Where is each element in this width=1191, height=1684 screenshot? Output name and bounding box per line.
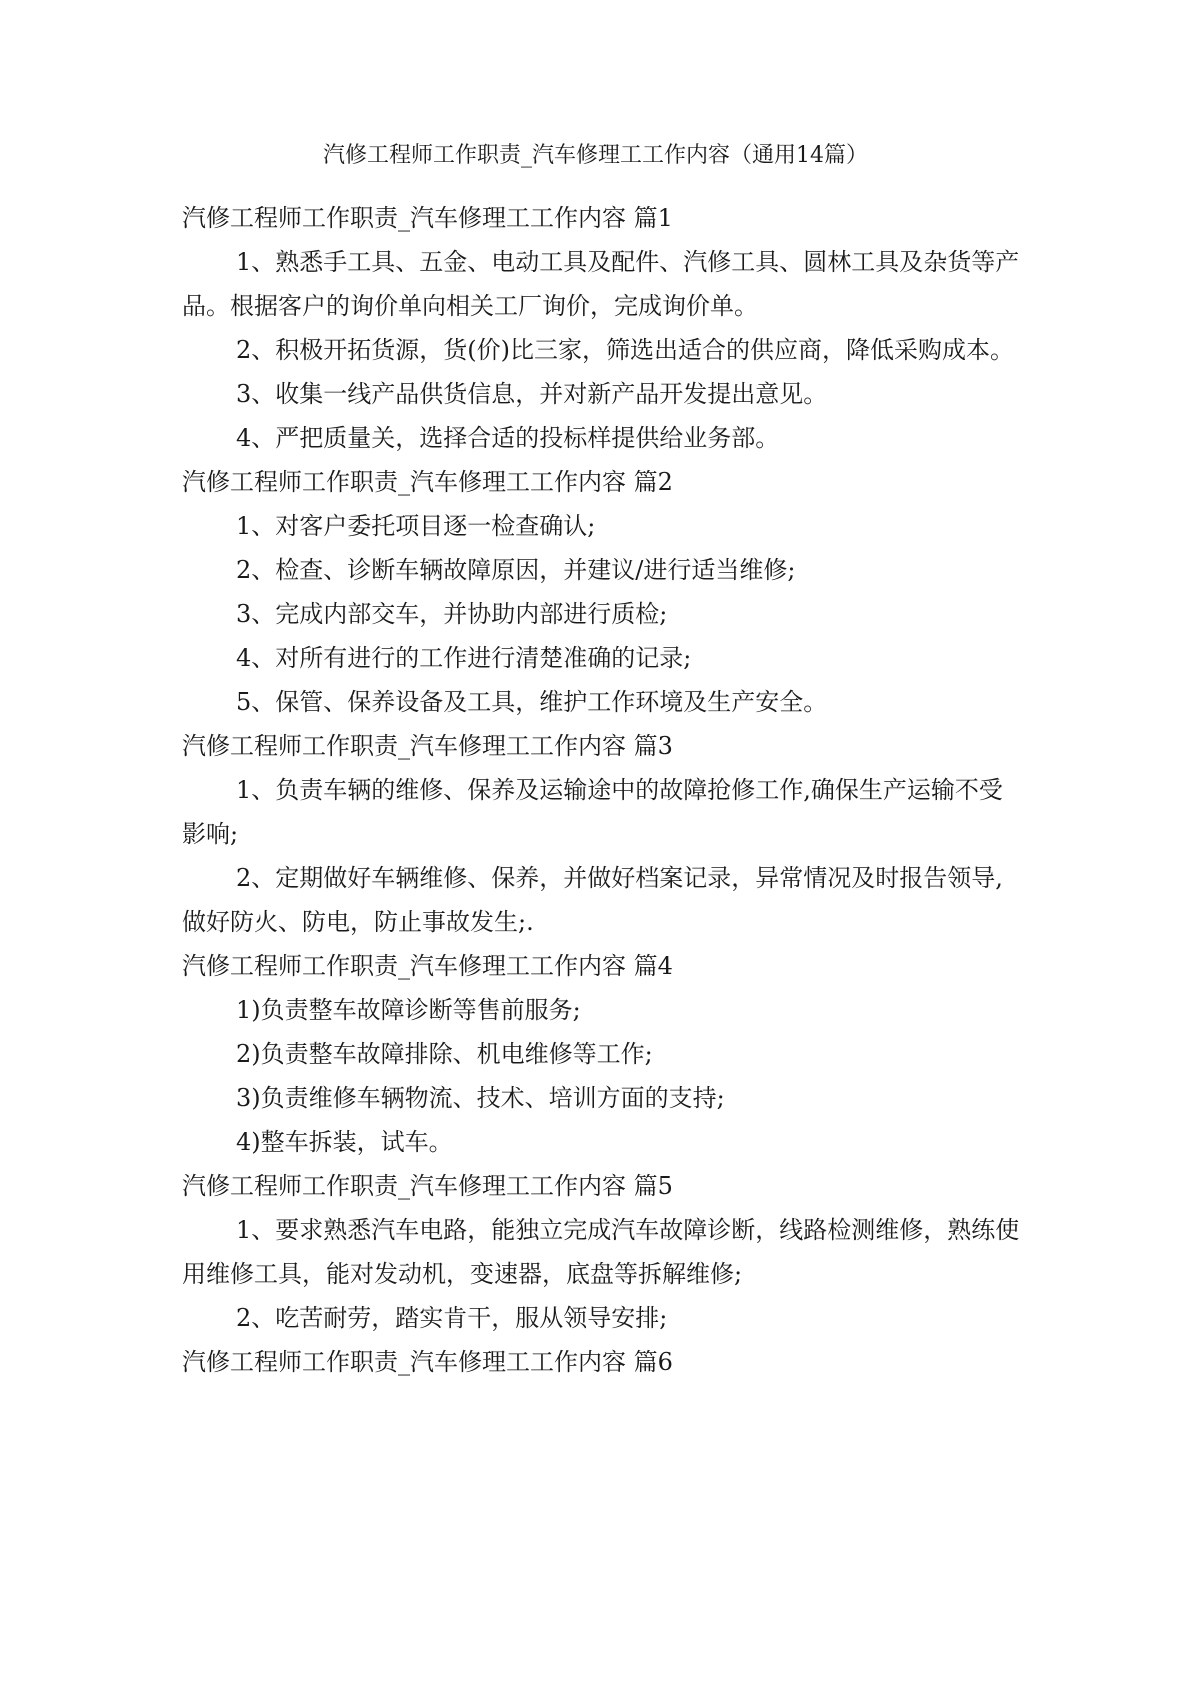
section-2: [182, 460, 1022, 724]
paragraph: 5、保管、保养设备及工具，维护工作环境及生产安全。: [236, 688, 828, 716]
paragraph: 4、严把质量关，选择合适的投标样提供给业务部。: [236, 424, 780, 452]
section-heading: 汽修工程师工作职责_汽车修理工工作内容 篇5: [182, 1172, 673, 1200]
paragraph: 3、完成内部交车，并协助内部进行质检;: [236, 600, 668, 628]
document-body: [182, 196, 1022, 1384]
section-1: [182, 196, 1022, 460]
section-heading: 汽修工程师工作职责_汽车修理工工作内容 篇3: [182, 732, 673, 760]
section-5: [182, 1164, 1022, 1340]
paragraph: 2、吃苦耐劳，踏实肯干，服从领导安排;: [236, 1304, 668, 1332]
section-4: [182, 944, 1022, 1164]
section-heading: 汽修工程师工作职责_汽车修理工工作内容 篇4: [182, 952, 673, 980]
section-6: [182, 1340, 1022, 1384]
paragraph: 2、积极开拓货源，货(价)比三家，筛选出适合的供应商，降低采购成本。: [236, 336, 1014, 364]
paragraph: 1、熟悉手工具、五金、电动工具及配件、汽修工具、圆林工具及杂货等产品。根据客户的询价单向相关工厂询价，完成询价单。: [182, 248, 1020, 320]
document-title: 汽修工程师工作职责_汽车修理工工作内容（通用14篇）: [323, 143, 868, 168]
paragraph: 1、要求熟悉汽车电路，能独立完成汽车故障诊断，线路检测维修，熟练使用维修工具，能对发动机，变速器，底盘等拆解维修;: [182, 1216, 1020, 1288]
section-heading: 汽修工程师工作职责_汽车修理工工作内容 篇1: [182, 204, 673, 232]
paragraph: 1、负责车辆的维修、保养及运输途中的故障抢修工作,确保生产运输不受影响;: [182, 776, 1003, 848]
section-3: [182, 724, 1022, 944]
paragraph: 4)整车拆装，试车。: [236, 1128, 453, 1156]
paragraph: 3、收集一线产品供货信息，并对新产品开发提出意见。: [236, 380, 828, 408]
paragraph: 2)负责整车故障排除、机电维修等工作;: [236, 1040, 653, 1068]
section-heading: 汽修工程师工作职责_汽车修理工工作内容 篇6: [182, 1348, 673, 1376]
paragraph: 3)负责维修车辆物流、技术、培训方面的支持;: [236, 1084, 725, 1112]
paragraph: 1、对客户委托项目逐一检查确认;: [236, 512, 596, 540]
section-heading: 汽修工程师工作职责_汽车修理工工作内容 篇2: [182, 468, 673, 496]
paragraph: 2、定期做好车辆维修、保养，并做好档案记录，异常情况及时报告领导,做好防火、防电，防止事故发生;.: [182, 864, 1003, 936]
paragraph: 1)负责整车故障诊断等售前服务;: [236, 996, 581, 1024]
paragraph: 4、对所有进行的工作进行清楚准确的记录;: [236, 644, 692, 672]
paragraph: 2、检查、诊断车辆故障原因，并建议/进行适当维修;: [236, 556, 796, 584]
